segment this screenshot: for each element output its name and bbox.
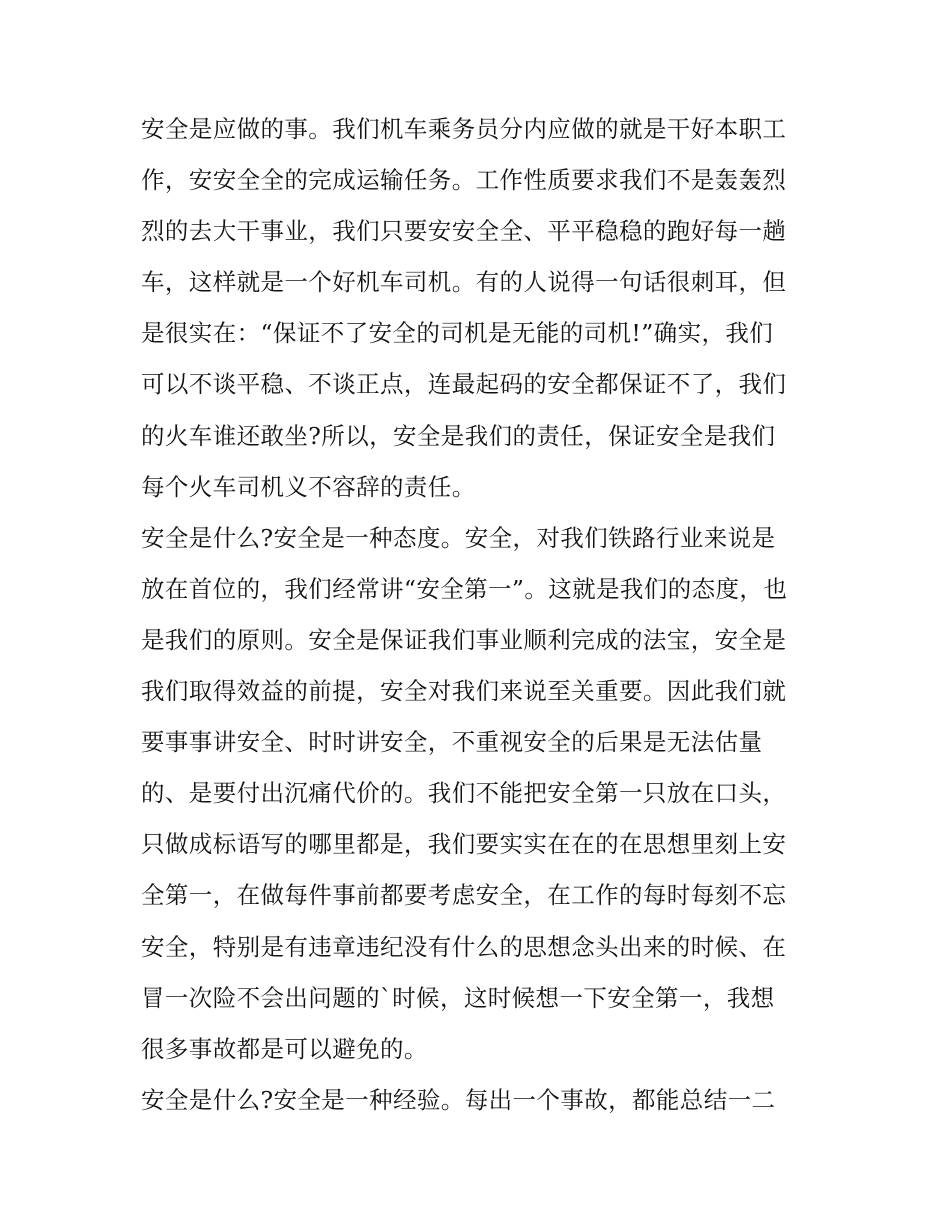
paragraph-attitude [141,513,821,1075]
text-line: 安全是什么?安全是一种态度。安全，对我们铁路行业来说是 [141,523,776,552]
text-line: 我们取得效益的前提，安全对我们来说至关重要。因此我们就 [141,677,787,706]
text-line: 很多事故都是可以避免的。 [141,1034,428,1063]
text-line: 放在首位的，我们经常讲“安全第一”。这就是我们的态度，也 [141,574,788,603]
text-line: 作，安安全全的完成运输任务。工作性质要求我们不是轰轰烈 [141,166,787,195]
text-line: 安全是什么?安全是一种经验。每出一个事故，都能总结一二 [141,1085,776,1114]
text-line: 安全是应做的事。我们机车乘务员分内应做的就是干好本职工 [141,115,787,143]
document-body [141,104,821,1126]
text-line: 要事事讲安全、时时讲安全，不重视安全的后果是无法估量 [141,728,763,757]
text-line: 全第一，在做每件事前都要考虑安全，在工作的每时每刻不忘 [141,881,787,910]
text-line: 安全，特别是有违章违纪没有什么的思想念头出来的时候、在 [141,932,787,961]
paragraph-responsibility [141,104,821,513]
text-line: 是很实在：“保证不了安全的司机是无能的司机!”确实，我们 [141,319,774,348]
text-line: 的、是要付出沉痛代价的。我们不能把安全第一只放在口头， [141,779,787,808]
text-line: 车，这样就是一个好机车司机。有的人说得一句话很刺耳，但 [141,268,787,297]
text-line: 冒一次险不会出问题的`时候，这时候想一下安全第一，我想 [141,983,775,1012]
text-line: 可以不谈平稳、不谈正点，连最起码的安全都保证不了，我们 [141,370,787,399]
text-line: 是我们的原则。安全是保证我们事业顺利完成的法宝，安全是 [141,625,787,654]
text-line: 只做成标语写的哪里都是，我们要实实在在的在思想里刻上安 [141,830,787,859]
text-line: 每个火车司机义不容辞的责任。 [141,472,476,501]
paragraph-experience [141,1075,821,1126]
text-line: 的火车谁还敢坐?所以，安全是我们的责任，保证安全是我们 [141,421,776,450]
text-line: 烈的去大干事业，我们只要安安全全、平平稳稳的跑好每一趟 [141,217,787,246]
